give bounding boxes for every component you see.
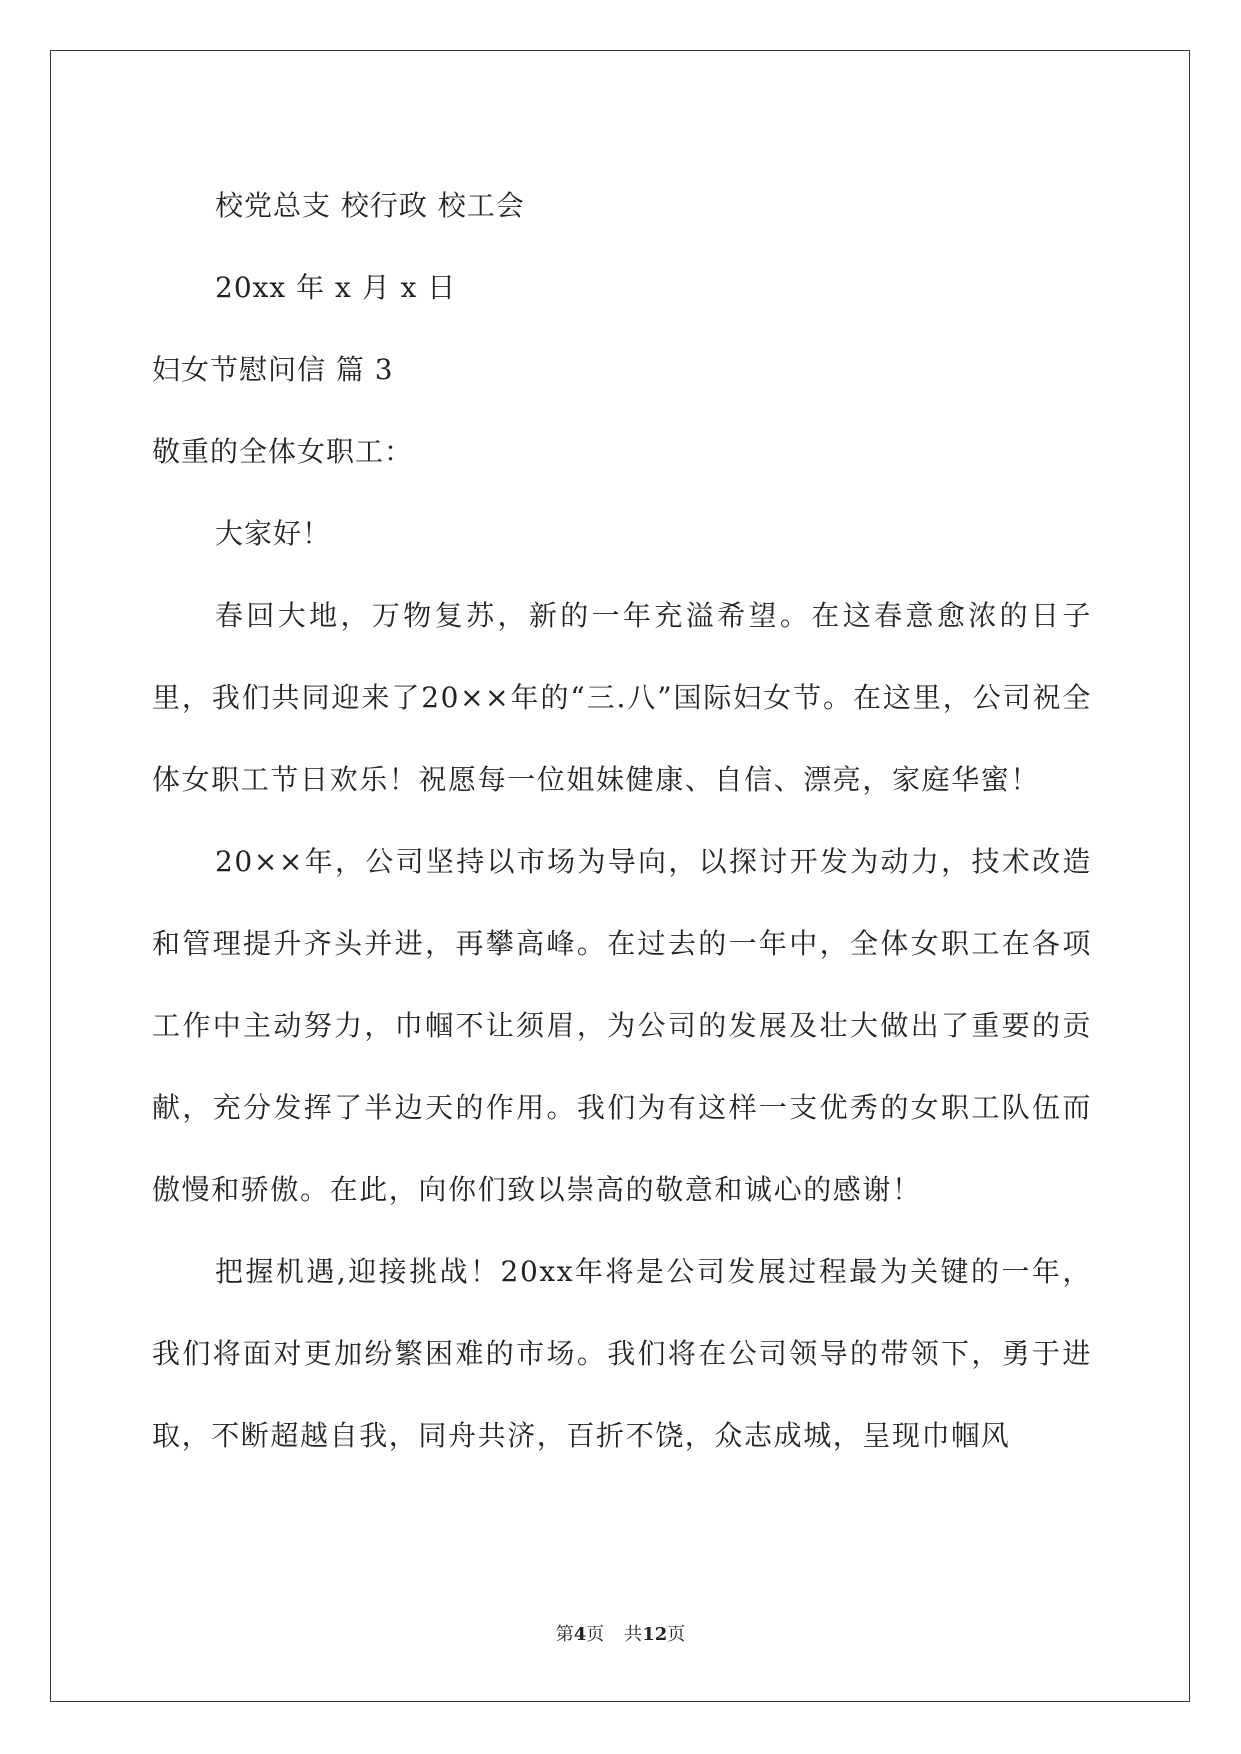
salutation: 敬重的全体女职工： [152,435,414,468]
footer-total-prefix: 共 [624,1624,643,1645]
page-footer [0,1620,1241,1646]
footer-page-prefix: 第 [555,1624,574,1645]
section-title: 妇女节慰问信 篇 3 [152,353,394,386]
letter-signature: 校党总支 校行政 校工会 [215,189,525,222]
paragraph-3: 把握机遇,迎接挑战！20xx年将是公司发展过程最为关键的一年，我们将面对更加纷繁困难的市场。我们将在公司领导的带领下，勇于进取，不断超越自我，同舟共济，百折不饶，众志成城，呈现巾帼风 [152,1255,1092,1452]
footer-page-suffix: 页 [586,1624,605,1645]
footer-page-number: 4 [573,1624,587,1645]
document-body [152,165,1092,1477]
paragraph-2: 20××年，公司坚持以市场为导向，以探讨开发为动力，技术改造和管理提升齐头并进，再攀高峰。在过去的一年中，全体女职工在各项工作中主动努力，巾帼不让须眉，为公司的发展及壮大做出了重要的贡献，充分发挥了半边天的作用。我们为有这样一支优秀的女职工队伍而傲慢和骄傲。在此，向你们致以崇高的敬意和诚心的感谢！ [152,845,1092,1206]
greeting: 大家好！ [215,517,332,550]
letter-date: 20xx 年 x 月 x 日 [215,271,457,304]
paragraph-1: 春回大地，万物复苏，新的一年充溢希望。在这春意愈浓的日子里，我们共同迎来了20××年的“三.八”国际妇女节。在这里，公司祝全体女职工节日欢乐！祝愿每一位姐妹健康、自信、漂亮，家庭华蜜！ [152,599,1092,796]
footer-total-suffix: 页 [667,1624,686,1645]
footer-total-pages: 12 [642,1624,668,1645]
